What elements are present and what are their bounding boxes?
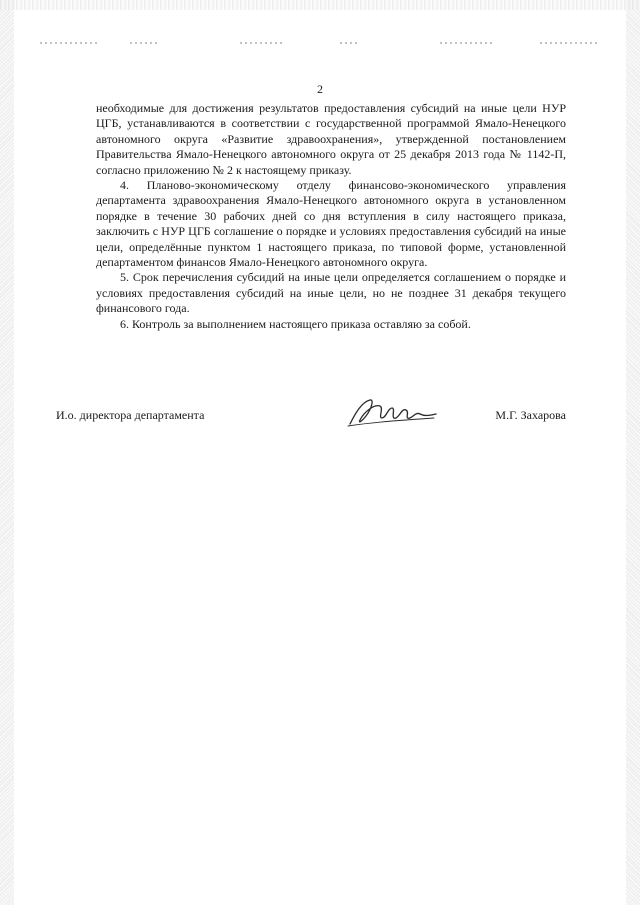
scan-border-right bbox=[626, 0, 640, 905]
signatory-name: М.Г. Захарова bbox=[495, 408, 566, 422]
paragraph-continuation: необходимые для достижения результатов предоставления субсидий на иные цели НУР ЦГБ, устанавливаются в соответствии с государственной программой Ямало-Ненецкого автономного округа «Развитие здравоохранения», утвержденной постановлением Правительства Ямало-Ненецкого автономного округа от 25 декабря 2013 года № 1142-П, согласно приложению № 2 к настоящему приказу. bbox=[96, 101, 566, 177]
paragraph-item-5: 5. Срок перечисления субсидий на иные цели определяется соглашением о порядке и условиях предоставления субсидий на иные цели, но не позднее 31 декабря текущего финансового года. bbox=[96, 270, 566, 316]
signature-block bbox=[56, 396, 566, 436]
header-scan-marks bbox=[40, 42, 600, 48]
scan-border-top bbox=[0, 0, 640, 10]
handwritten-signature bbox=[344, 394, 440, 432]
scan-border-left bbox=[0, 0, 14, 905]
document-body bbox=[96, 101, 566, 332]
page-number: 2 bbox=[317, 82, 323, 96]
signatory-title: И.о. директора департамента bbox=[56, 408, 205, 422]
paragraph-item-6: 6. Контроль за выполнением настоящего приказа оставляю за собой. bbox=[120, 316, 471, 331]
paragraph-item-4: 4. Планово-экономическому отделу финансово-экономического управления департамента здравоохранения Ямало-Ненецкого автономного округа в установленном порядке в течение 30 рабочих дней со дня вступления в силу настоящего приказа, заключить с НУР ЦГБ соглашение о порядке и условиях предоставления субсидий на иные цели, определённые пунктом 1 настоящего приказа, по типовой форме, установленной департаментом финансов Ямало-Ненецкого автономного округа. bbox=[96, 178, 566, 270]
